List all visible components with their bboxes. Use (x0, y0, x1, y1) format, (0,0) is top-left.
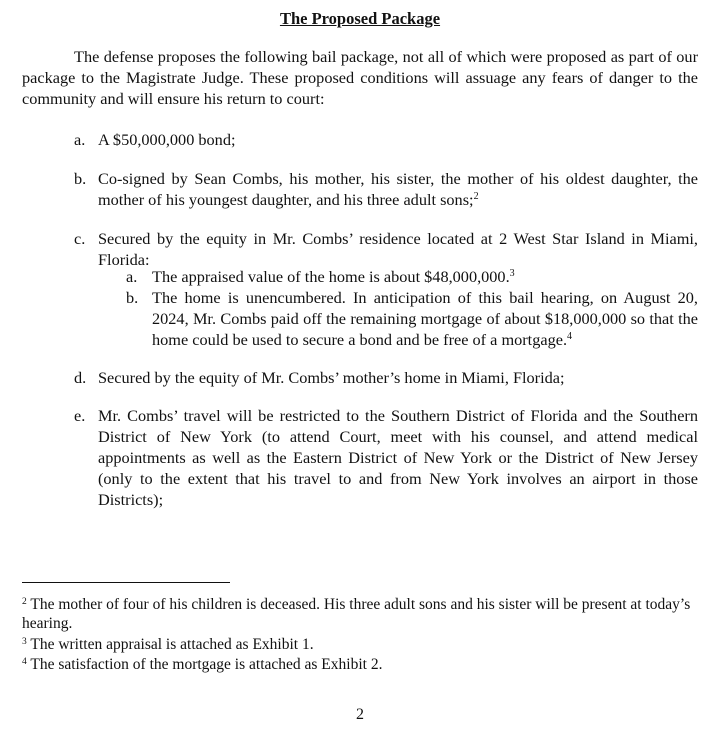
list-item-label: d. (74, 368, 87, 387)
list-item-text: Secured by the equity of Mr. Combs’ mother’s home in Miami, Florida; (98, 368, 565, 387)
list-item-label: a. (74, 130, 86, 149)
list-item-label: b. (74, 169, 87, 188)
sub-item-text: The appraised value of the home is about $48,000,000.$^3$ (152, 267, 515, 286)
footnote-ref-2: 2 (473, 191, 479, 202)
footnote-number: 4 (22, 657, 27, 667)
footnote-4 (22, 655, 698, 674)
footnote-text: The mother of four of his children is deceased. His three adult sons and his sister will be present at today’s hearing. (22, 596, 691, 632)
footnote-number: 2 (22, 597, 27, 607)
footnote-text: The satisfaction of the mortgage is attached as Exhibit 2. (30, 656, 383, 673)
footnote-ref-4: 4 (567, 331, 573, 342)
sub-item-label: a. (126, 267, 138, 286)
footnote-2 (22, 595, 698, 633)
sub-item-label: b. (126, 288, 139, 307)
intro-paragraph: The defense proposes the following bail package, not all of which were proposed as part of our package to the Magistrate Judge. These proposed conditions will assuage any fears of danger to the community and will ensure his return to court: (22, 47, 698, 108)
footnote-ref-3: 3 (509, 268, 515, 279)
list-item-label: c. (74, 229, 86, 248)
footnote-text: The written appraisal is attached as Exhibit 1. (30, 636, 314, 653)
page-number: 2 (356, 706, 364, 723)
footnote-number: 3 (22, 637, 27, 647)
section-heading: The Proposed Package (279, 9, 441, 28)
list-item-text: Secured by the equity in Mr. Combs’ residence located at 2 West Star Island in Miami, Florida: (98, 229, 698, 269)
list-item-text: Mr. Combs’ travel will be restricted to the Southern District of Florida and the Southern District of New York (to attend Court, meet with his counsel, and attend medical appointments as well as the Eastern District of New York or the District of New Jersey (only to the extent that his travel to and from New York involves an airport in those Districts); (98, 406, 698, 509)
list-item-label: e. (74, 406, 86, 425)
footnote-3 (22, 635, 698, 654)
sub-item-text: The home is unencumbered. In anticipation of this bail hearing, on August 20, 2024, Mr. Combs paid off the remaining mortgage of about $18,000,000 so that the home could be used to secure a bond and be free of a mortgage.$^4$ (152, 288, 698, 349)
list-item-text: Co-signed by Sean Combs, his mother, his sister, the mother of his oldest daughter, the mother of his youngest daughter, and his three adult sons;$^2$ (98, 169, 698, 209)
list-item-text: A $50,000,000 bond; (98, 130, 236, 149)
footnote-divider (22, 582, 230, 583)
